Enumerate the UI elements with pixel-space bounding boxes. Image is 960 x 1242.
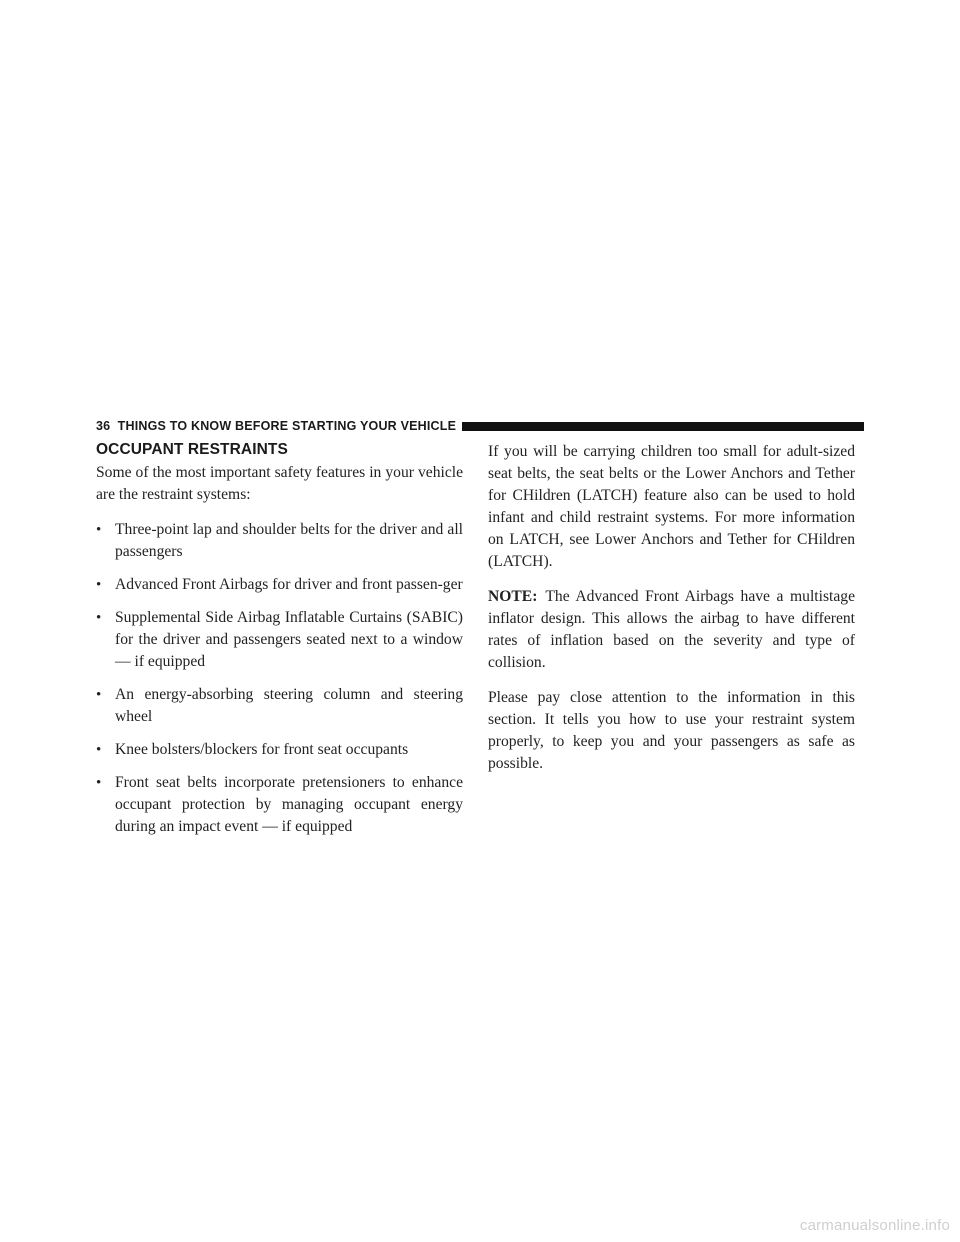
bullet-icon: •	[96, 522, 102, 538]
attention-paragraph: Please pay close attention to the information in this section. It tells you how to use your restraint system properly, to keep you and your passengers as safe as possible.	[488, 689, 855, 772]
right-column	[488, 441, 855, 788]
list-item: • Advanced Front Airbags for driver and front passen-ger	[96, 574, 463, 596]
watermark: carmanualsonline.info	[799, 1217, 950, 1234]
bullet-icon: •	[96, 610, 102, 626]
note-text: The Advanced Front Airbags have a multistage inflator design. This allows the airbag to have different rates of inflation based on the severity and type of collision.	[488, 588, 855, 671]
section-title: OCCUPANT RESTRAINTS	[96, 441, 288, 458]
intro-paragraph: Some of the most important safety features in your vehicle are the restraint systems:	[96, 464, 463, 503]
header-text	[96, 419, 462, 433]
bullet-icon: •	[96, 775, 102, 791]
bullet-icon: •	[96, 742, 102, 758]
latch-paragraph: If you will be carrying children too small for adult-sized seat belts, the seat belts or the Lower Anchors and Tether for CHildren (LATCH) feature also can be used to hold infant and child restraint systems. For more information on LATCH, see Lower Anchors and Tether for CHildren (LATCH).	[488, 443, 855, 570]
list-item: • Three-point lap and shoulder belts for the driver and all passengers	[96, 521, 463, 560]
page-number: 36	[96, 419, 111, 433]
list-item: • An energy-absorbing steering column and steering wheel	[96, 686, 463, 725]
page-header	[96, 418, 864, 434]
restraint-list	[96, 519, 463, 838]
chapter-title: THINGS TO KNOW BEFORE STARTING YOUR VEHICLE	[117, 419, 457, 433]
note-paragraph	[488, 586, 855, 674]
bullet-icon: •	[96, 577, 102, 593]
note-label: NOTE:	[488, 588, 538, 605]
header-rule	[462, 422, 864, 431]
list-item: • Front seat belts incorporate pretensioners to enhance occupant protection by managing occupant energy during an impact event — if equipped	[96, 774, 463, 835]
list-item: • Supplemental Side Airbag Inflatable Curtains (SABIC) for the driver and passengers seated next to a window — if equipped	[96, 609, 463, 670]
list-item: • Knee bolsters/blockers for front seat occupants	[96, 739, 463, 761]
bullet-icon: •	[96, 687, 102, 703]
left-column	[96, 441, 463, 849]
